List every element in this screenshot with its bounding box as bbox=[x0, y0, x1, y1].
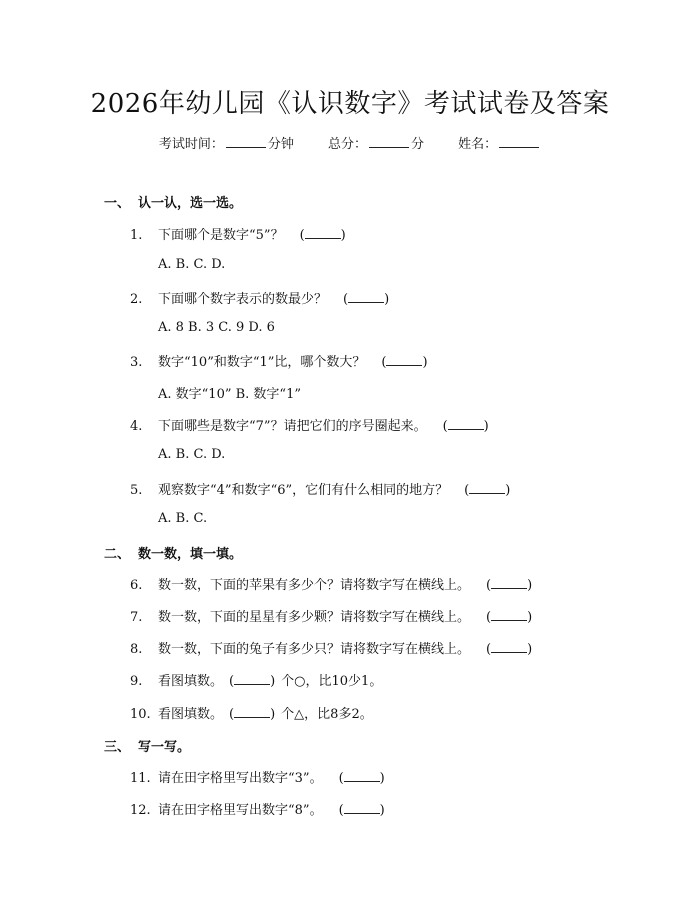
question-item bbox=[130, 703, 373, 722]
answer-blank[interactable]: ( ) bbox=[338, 771, 385, 786]
question-number: 7. bbox=[130, 610, 143, 625]
answer-blank[interactable]: ( ) bbox=[381, 355, 428, 370]
question-item bbox=[130, 670, 382, 689]
question-item bbox=[130, 767, 385, 786]
question-text-before: 看图填数。 bbox=[158, 674, 224, 689]
question-number: 10. bbox=[130, 707, 151, 722]
answer-blank[interactable]: ( ) bbox=[442, 419, 489, 434]
question-item bbox=[130, 606, 532, 625]
question-text: 数字“10”和数字“1”比，哪个数大？ bbox=[158, 355, 366, 370]
total-score-unit: 分 bbox=[411, 137, 425, 152]
student-name-label: 姓名： bbox=[458, 137, 498, 152]
question-options: A. B. C. D. bbox=[158, 447, 226, 462]
total-score-label: 总分： bbox=[327, 137, 367, 152]
answer-blank[interactable]: ( ) bbox=[229, 674, 276, 689]
answer-blank[interactable]: ( ) bbox=[486, 610, 533, 625]
answer-blank[interactable]: ( ) bbox=[229, 707, 276, 722]
student-name-blank[interactable] bbox=[499, 135, 539, 148]
question-number: 1. bbox=[130, 228, 143, 243]
question-text-after: 个△，比8多2。 bbox=[281, 707, 373, 722]
question-item bbox=[130, 574, 532, 593]
question-number: 8. bbox=[130, 642, 143, 657]
section-title: 写一写。 bbox=[138, 740, 191, 755]
exam-time bbox=[159, 133, 294, 152]
total-score-blank[interactable] bbox=[369, 135, 409, 148]
section-heading bbox=[104, 736, 190, 755]
section-heading bbox=[104, 192, 242, 211]
answer-blank[interactable]: ( ) bbox=[464, 483, 511, 498]
student-name bbox=[458, 133, 541, 152]
exam-time-unit: 分钟 bbox=[267, 137, 294, 152]
question-number: 5. bbox=[130, 483, 143, 498]
question-item bbox=[130, 351, 428, 370]
question-text: 下面哪些是数字“7”？请把它们的序号圈起来。 bbox=[158, 419, 427, 434]
question-text: 观察数字“4”和数字“6”，它们有什么相同的地方？ bbox=[158, 483, 449, 498]
question-item bbox=[130, 224, 346, 243]
question-text: 数一数，下面的星星有多少颗？请将数字写在横线上。 bbox=[158, 610, 471, 625]
question-item bbox=[130, 799, 385, 818]
question-number: 11. bbox=[130, 771, 151, 786]
question-text-before: 看图填数。 bbox=[158, 707, 224, 722]
question-item bbox=[130, 638, 532, 657]
section-number: 二、 bbox=[104, 547, 131, 562]
answer-blank[interactable]: ( ) bbox=[343, 292, 390, 307]
section-number: 三、 bbox=[104, 740, 131, 755]
question-text: 下面哪个数字表示的数最少？ bbox=[158, 292, 328, 307]
question-options: A. 8 B. 3 C. 9 D. 6 bbox=[158, 320, 275, 335]
answer-blank[interactable]: ( ) bbox=[486, 642, 533, 657]
question-number: 9. bbox=[130, 674, 143, 689]
section-number: 一、 bbox=[104, 196, 131, 211]
question-options: A. B. C. D. bbox=[158, 257, 226, 272]
question-options: A. 数字“10” B. 数字“1” bbox=[158, 387, 302, 402]
total-score bbox=[328, 133, 424, 152]
exam-time-blank[interactable] bbox=[226, 135, 266, 148]
question-number: 4. bbox=[130, 419, 143, 434]
question-number: 6. bbox=[130, 578, 143, 593]
exam-time-label: 考试时间： bbox=[158, 137, 224, 152]
question-text: 请在田字格里写出数字“8”。 bbox=[158, 803, 323, 818]
exam-title: 2026年幼儿园《认识数字》考试试卷及答案 bbox=[90, 89, 610, 119]
question-text: 数一数，下面的苹果有多少个？请将数字写在横线上。 bbox=[158, 578, 471, 593]
section-title: 数一数，填一填。 bbox=[138, 547, 243, 562]
exam-meta bbox=[0, 133, 700, 152]
question-text-after: 个○，比10少1。 bbox=[281, 674, 383, 689]
section-heading bbox=[104, 543, 242, 562]
question-item bbox=[130, 415, 489, 434]
answer-blank[interactable]: ( ) bbox=[299, 228, 346, 243]
question-options: A. B. C. bbox=[158, 511, 208, 526]
question-item bbox=[130, 288, 389, 307]
answer-blank[interactable]: ( ) bbox=[338, 803, 385, 818]
section-title: 认一认，选一选。 bbox=[138, 196, 243, 211]
question-text: 数一数，下面的兔子有多少只？请将数字写在横线上。 bbox=[158, 642, 471, 657]
question-text: 请在田字格里写出数字“3”。 bbox=[158, 771, 323, 786]
answer-blank[interactable]: ( ) bbox=[486, 578, 533, 593]
question-text: 下面哪个是数字“5”？ bbox=[158, 228, 284, 243]
question-number: 12. bbox=[130, 803, 151, 818]
question-number: 3. bbox=[130, 355, 143, 370]
question-item bbox=[130, 479, 510, 498]
question-number: 2. bbox=[130, 292, 143, 307]
